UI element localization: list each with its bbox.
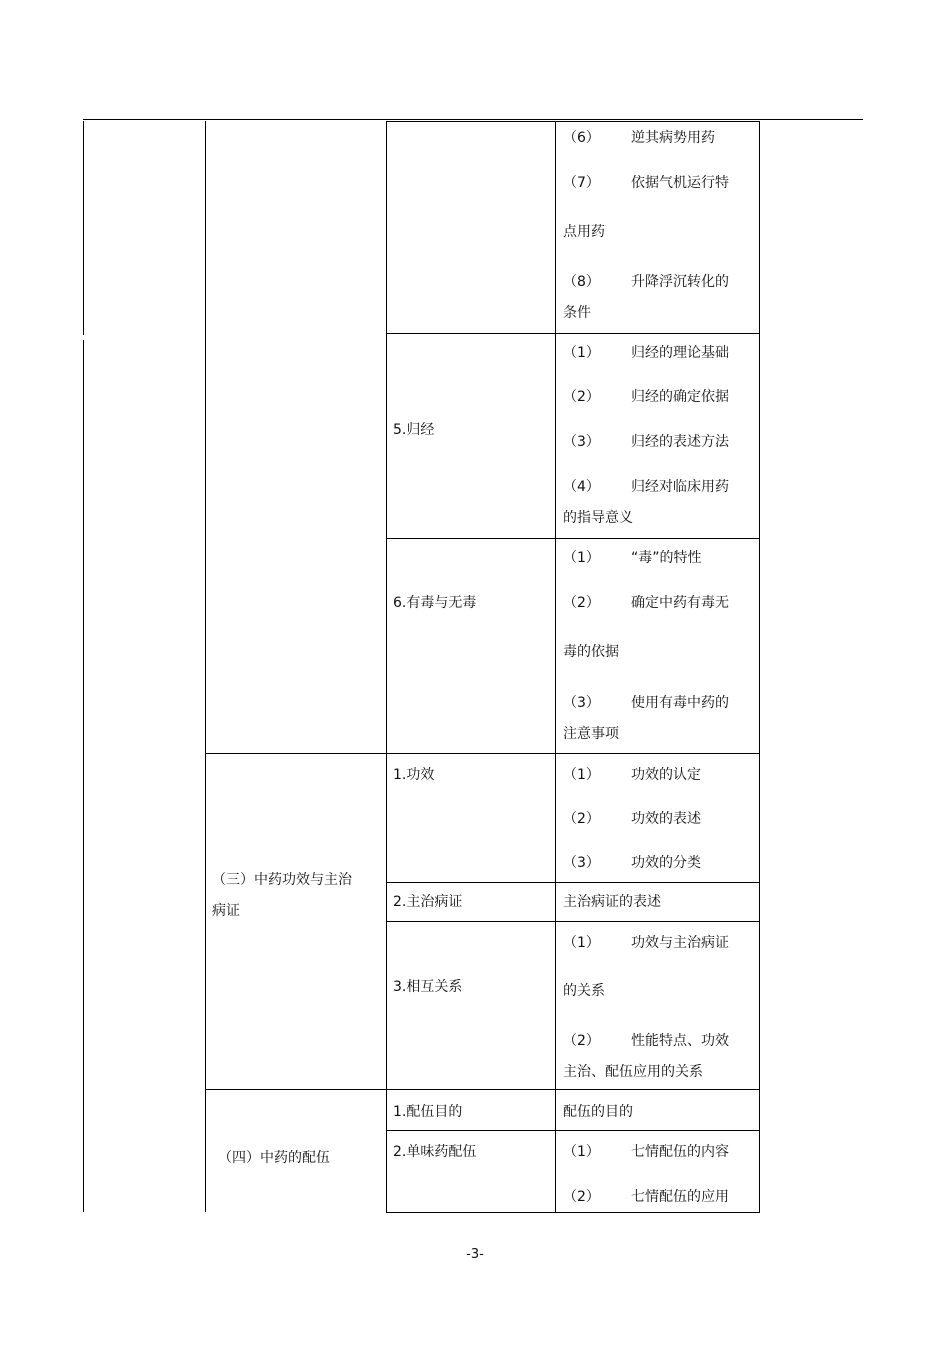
- column-border: [83, 121, 84, 335]
- item-text: 归经的表述方法: [631, 434, 729, 450]
- page-number: -3-: [466, 1247, 484, 1262]
- item-text: 归经的理论基础: [631, 345, 729, 361]
- row-border: [386, 333, 759, 334]
- item-text: 功效的表述: [631, 811, 701, 827]
- topic-cell: 2.主治病证: [393, 894, 463, 910]
- item-number: （3）: [563, 695, 600, 711]
- page-rule: [83, 119, 863, 120]
- table-cell-item-wrap: 的关系: [563, 983, 605, 999]
- item-number: （3）: [563, 434, 600, 450]
- table-cell-item: [563, 174, 729, 192]
- topic-cell: 1.功效: [393, 767, 435, 783]
- item-text: 性能特点、功效: [631, 1033, 729, 1049]
- item-number: （2）: [563, 811, 600, 827]
- row-border: [205, 753, 759, 754]
- item-number: （3）: [563, 855, 600, 871]
- table-cell-item: [563, 694, 729, 712]
- item-text: 逆其病势用药: [631, 130, 715, 146]
- table-cell-item-wrap: 注意事项: [563, 726, 619, 742]
- table-cell-item: [563, 344, 729, 362]
- table-cell-item: [563, 433, 729, 451]
- table-cell-item: [563, 273, 729, 291]
- row-border: [386, 1212, 759, 1213]
- item-number: （1）: [563, 767, 600, 783]
- table-cell-item: [563, 934, 729, 952]
- topic-cell: 5.归经: [393, 422, 435, 438]
- row-border-top: [386, 121, 759, 122]
- table-cell-item-wrap: 点用药: [563, 224, 605, 240]
- item-number: （7）: [563, 175, 600, 191]
- item-number: （1）: [563, 1144, 600, 1160]
- topic-cell: 1.配伍目的: [393, 1104, 463, 1120]
- column-border: [759, 121, 760, 1213]
- item-number: （1）: [563, 550, 600, 566]
- item-text: 功效与主治病证: [631, 935, 729, 951]
- table-cell-item-wrap: 的指导意义: [563, 510, 633, 526]
- column-border: [555, 121, 556, 1213]
- item-text: 确定中药有毒无: [631, 595, 729, 611]
- item-number: （1）: [563, 345, 600, 361]
- item-text: 使用有毒中药的: [631, 695, 729, 711]
- item-text: 归经对临床用药: [631, 479, 729, 495]
- table-cell-item: [563, 810, 701, 828]
- table-cell-item: [563, 129, 715, 147]
- table-cell-item: [563, 594, 729, 612]
- item-number: （1）: [563, 935, 600, 951]
- section-cell: （四）中药的配伍: [218, 1150, 330, 1166]
- item-number: （6）: [563, 130, 600, 146]
- column-border: [83, 340, 84, 1212]
- row-border: [386, 921, 759, 922]
- item-number: （8）: [563, 274, 600, 290]
- row-border: [386, 882, 759, 883]
- column-border: [205, 121, 206, 1212]
- item-number: （2）: [563, 595, 600, 611]
- item-text: 归经的确定依据: [631, 389, 729, 405]
- section-cell: （三）中药功效与主治: [212, 872, 352, 888]
- table-cell-item: [563, 388, 729, 406]
- item-text: 功效的认定: [631, 767, 701, 783]
- table-cell-item: [563, 478, 729, 496]
- table-cell-item: [563, 1143, 729, 1161]
- table-cell-item: [563, 766, 701, 784]
- item-number: （4）: [563, 479, 600, 495]
- item-number: （2）: [563, 1189, 600, 1205]
- table-cell-item: [563, 1188, 729, 1206]
- item-text: 功效的分类: [631, 855, 701, 871]
- table-cell-item-wrap: 主治、配伍应用的关系: [563, 1064, 703, 1080]
- item-number: （2）: [563, 1033, 600, 1049]
- table-cell-item-wrap: 毒的依据: [563, 644, 619, 660]
- column-border: [386, 121, 387, 1213]
- row-border: [386, 538, 759, 539]
- table-cell-item-wrap: 条件: [563, 305, 591, 321]
- item-text: 依据气机运行特: [631, 175, 729, 191]
- topic-cell: 3.相互关系: [393, 979, 463, 995]
- item-text: 七情配伍的内容: [631, 1144, 729, 1160]
- topic-cell: 2.单味药配伍: [393, 1144, 477, 1160]
- table-cell-item: [563, 1032, 729, 1050]
- table-cell-item: [563, 549, 702, 567]
- row-border: [205, 1089, 759, 1090]
- item-text: “毒”的特性: [631, 550, 702, 566]
- table-cell-item: [563, 854, 701, 872]
- table-cell-item: 主治病证的表述: [563, 894, 661, 910]
- item-text: 升降浮沉转化的: [631, 274, 729, 290]
- section-cell: 病证: [212, 903, 240, 919]
- row-border: [386, 1130, 759, 1131]
- item-number: （2）: [563, 389, 600, 405]
- item-text: 七情配伍的应用: [631, 1189, 729, 1205]
- table-cell-item: 配伍的目的: [563, 1104, 633, 1120]
- topic-cell: 6.有毒与无毒: [393, 595, 477, 611]
